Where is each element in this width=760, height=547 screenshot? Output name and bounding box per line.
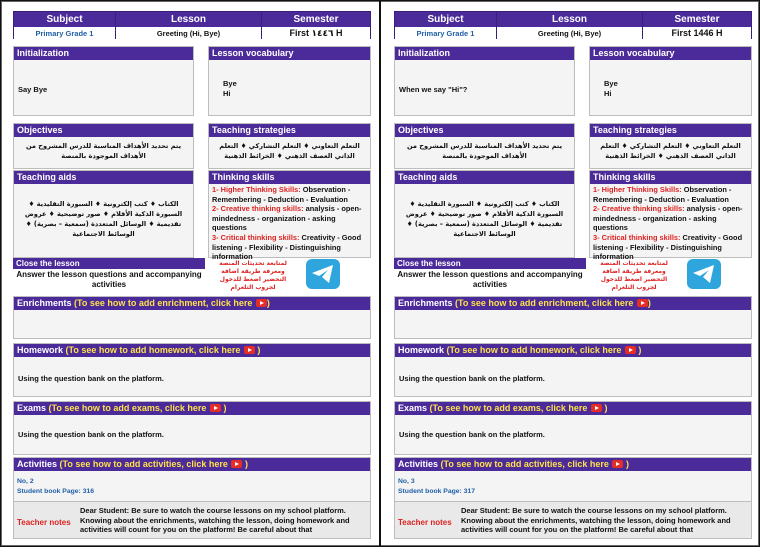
- lesson-plan-page: [394, 7, 752, 539]
- objectives-title: Objectives: [14, 124, 193, 137]
- higher-skills-text: Observation - Remembering - Deduction - Evaluation: [212, 185, 351, 204]
- plan-header: [394, 11, 752, 39]
- activities-link[interactable]: (To see how to add activities, click here: [57, 459, 228, 469]
- semester-value: First ١٤٤٦ H: [289, 27, 343, 38]
- vocabulary-word: Hi: [604, 89, 612, 98]
- activities-link[interactable]: (To see how to add activities, click here: [438, 459, 609, 469]
- subject-heading: Subject: [14, 12, 116, 27]
- youtube-icon[interactable]: [256, 299, 267, 307]
- activities-title: Activities: [17, 459, 58, 469]
- telegram-note: لمتابعة تحديثات المنصة ومعرفة طريقة اضافة التحضير اضغط للدخول لجروب التلغرام: [219, 260, 287, 291]
- objectives-text: يتم تحديد الأهداف المناسبة للدرس المشروح من الأهداف الموجودة بالمنصة: [406, 142, 563, 160]
- higher-skills-heading: 1- Higher Thinking Skills:: [593, 185, 682, 194]
- thinking-skills-list: [593, 185, 748, 262]
- close-lesson-row: [13, 258, 371, 298]
- youtube-icon[interactable]: [210, 404, 221, 412]
- enrichments-box: [13, 296, 371, 339]
- youtube-icon[interactable]: [591, 404, 602, 412]
- plan-header: [13, 11, 371, 39]
- activity-number: No, 3: [398, 478, 415, 485]
- activities-bar[interactable]: [395, 458, 751, 471]
- objectives-box: [394, 123, 575, 169]
- exams-text: Using the question bank on the platform.: [18, 430, 164, 439]
- homework-box: [13, 343, 371, 397]
- thinking-skills-box: [589, 170, 752, 262]
- teacher-notes-box: [13, 501, 371, 539]
- exams-bar[interactable]: [14, 402, 370, 415]
- subject-heading: Subject: [395, 12, 497, 27]
- teacher-notes-box: [394, 501, 752, 539]
- vocabulary-box: [208, 46, 371, 116]
- telegram-promo[interactable]: [209, 258, 371, 296]
- homework-link-end: ): [635, 345, 642, 355]
- homework-link[interactable]: (To see how to add homework, click here: [63, 345, 241, 355]
- enrichments-title: Enrichments: [17, 298, 72, 308]
- thinking-skills-title: Thinking skills: [209, 171, 370, 184]
- telegram-note: لمتابعة تحديثات المنصة ومعرفة طريقة اضافة التحضير اضغط للدخول لجروب التلغرام: [600, 260, 668, 291]
- close-lesson-text: Answer the lesson questions and accompanying activities: [397, 270, 583, 289]
- lesson-heading: Lesson: [497, 12, 643, 27]
- creative-skills-heading: 2- Creative thinking skills:: [212, 204, 304, 214]
- exams-link-end: ): [601, 403, 608, 413]
- homework-text: Using the question bank on the platform.: [18, 374, 164, 383]
- enrichments-box: [394, 296, 752, 339]
- homework-title: Homework: [17, 345, 64, 355]
- youtube-icon[interactable]: [231, 460, 242, 468]
- student-book-page: Student book Page: 317: [398, 488, 476, 495]
- exams-text: Using the question bank on the platform.: [399, 430, 545, 439]
- thinking-skills-list: [212, 185, 367, 262]
- semester-value: First 1446 H: [671, 28, 723, 38]
- activities-box: [13, 457, 371, 504]
- enrichments-bar[interactable]: [395, 297, 751, 310]
- teaching-aids-text: الكتاب ♦ كتب إلكترونية ♦ السبورة التقليدية ♦ السبورة الذكية الأقلام ♦ صور توضيحية ♦ عروض تقديمية ♦ الوسائل المتعددة (سمعية – بصرية) ♦ الوسائط الاجتماعية: [24, 200, 183, 238]
- activity-number: No, 2: [17, 478, 34, 485]
- grade-value: Primary Grade 1: [14, 27, 116, 39]
- enrichments-title: Enrichments: [398, 298, 453, 308]
- creative-skills-text: analysis - open-mindedness - organization - asking questions: [593, 204, 743, 233]
- enrichments-link[interactable]: (To see how to add enrichment, click here: [71, 298, 253, 308]
- thinking-skills-box: [208, 170, 371, 262]
- teacher-notes-text: Dear Student: Be sure to watch the course lessons on my school platform. Knowing about the enrichments, watching the lesson, doing homework and activities will count for you on the platform! Be careful about that: [461, 506, 731, 534]
- activity-number-block: [17, 477, 94, 497]
- exams-box: [394, 401, 752, 455]
- strategies-title: Teaching strategies: [209, 124, 370, 137]
- lesson-heading: Lesson: [116, 12, 262, 27]
- semester-heading: Semester: [293, 14, 339, 25]
- exams-title: Exams: [398, 403, 428, 413]
- youtube-icon[interactable]: [244, 346, 255, 354]
- homework-text: Using the question bank on the platform.: [399, 374, 545, 383]
- semester-heading: Semester: [674, 14, 720, 25]
- youtube-icon[interactable]: [612, 460, 623, 468]
- strategies-text: التعلم التعاوني ♦ التعلم التشاركي ♦ التعلم الذاتي العصف الذهني ♦ الخرائط الذهنية: [219, 142, 360, 160]
- initialization-box: [394, 46, 575, 116]
- teaching-aids-title: Teaching aids: [395, 171, 574, 184]
- activities-bar[interactable]: [14, 458, 370, 471]
- teaching-aids-text: الكتاب ♦ كتب إلكترونية ♦ السبورة التقليدية ♦ السبورة الذكية الأقلام ♦ صور توضيحية ♦ عروض تقديمية ♦ الوسائل المتعددة (سمعية – بصرية) ♦ الوسائط الاجتماعية: [405, 200, 564, 238]
- homework-link[interactable]: (To see how to add homework, click here: [444, 345, 622, 355]
- homework-box: [394, 343, 752, 397]
- teacher-notes-label: Teacher notes: [398, 518, 452, 527]
- teaching-aids-box: [13, 170, 194, 258]
- teaching-aids-box: [394, 170, 575, 258]
- higher-skills-text: Observation - Remembering - Deduction - Evaluation: [593, 185, 732, 204]
- strategies-text: التعلم التعاوني ♦ التعلم التشاركي ♦ التعلم الذاتي العصف الذهني ♦ الخرائط الذهنية: [600, 142, 741, 160]
- critical-skills-text: Creativity - Good listening - Flexibility - Distinguishing information: [593, 232, 743, 262]
- creative-skills-text: analysis - open-mindedness - organization - asking questions: [212, 204, 362, 233]
- critical-skills-text: Creativity - Good listening - Flexibility - Distinguishing information: [212, 232, 362, 262]
- close-lesson-row: [394, 258, 752, 298]
- strategies-box: [208, 123, 371, 169]
- enrichments-link-end: ): [266, 298, 270, 308]
- vocabulary-word: Bye: [223, 79, 237, 88]
- enrichments-link[interactable]: (To see how to add enrichment, click here: [452, 298, 634, 308]
- close-lesson-title: Close the lesson: [13, 258, 205, 269]
- homework-bar[interactable]: [14, 344, 370, 357]
- higher-skills-heading: 1- Higher Thinking Skills:: [212, 185, 301, 194]
- activities-title: Activities: [398, 459, 439, 469]
- exams-link[interactable]: (To see how to add exams, click here: [427, 403, 588, 413]
- lesson-plan-page: [13, 7, 371, 539]
- teacher-notes-label: Teacher notes: [17, 518, 71, 527]
- homework-bar[interactable]: [395, 344, 751, 357]
- objectives-box: [13, 123, 194, 169]
- vocabulary-box: [589, 46, 752, 116]
- telegram-icon[interactable]: [306, 259, 340, 289]
- enrichments-link-end: ): [647, 298, 651, 308]
- vocabulary-word: Hi: [223, 89, 231, 98]
- vocabulary-title: Lesson vocabulary: [209, 47, 370, 60]
- vocabulary-title: Lesson vocabulary: [590, 47, 751, 60]
- creative-skills-heading: 2- Creative thinking skills:: [593, 204, 685, 214]
- strategies-title: Teaching strategies: [590, 124, 751, 137]
- initialization-title: Initialization: [14, 47, 193, 60]
- telegram-promo[interactable]: [590, 258, 752, 296]
- grade-value: Primary Grade 1: [395, 27, 497, 39]
- initialization-text: When we say "Hi"?: [399, 85, 468, 94]
- homework-title: Homework: [398, 345, 445, 355]
- teaching-aids-title: Teaching aids: [14, 171, 193, 184]
- critical-skills-heading: 3- Critical thinking skills:: [212, 232, 300, 242]
- telegram-icon[interactable]: [687, 259, 721, 289]
- exams-box: [13, 401, 371, 455]
- exams-title: Exams: [17, 403, 47, 413]
- initialization-box: [13, 46, 194, 116]
- activities-box: [394, 457, 752, 504]
- activities-link-end: ): [623, 459, 629, 469]
- close-lesson-text: Answer the lesson questions and accompanying activities: [16, 270, 202, 289]
- strategies-box: [589, 123, 752, 169]
- youtube-icon[interactable]: [637, 299, 648, 307]
- initialization-text: Say Bye: [18, 85, 48, 94]
- lesson-value: Greeting (Hi, Bye): [497, 27, 643, 39]
- activity-number-block: [398, 477, 475, 497]
- initialization-title: Initialization: [395, 47, 574, 60]
- objectives-text: يتم تحديد الأهداف المناسبة للدرس المشروح من الأهداف الموجودة بالمنصة: [25, 142, 182, 160]
- close-lesson-title: Close the lesson: [394, 258, 586, 269]
- student-book-page: Student book Page: 316: [17, 488, 95, 495]
- thinking-skills-title: Thinking skills: [590, 171, 751, 184]
- critical-skills-heading: 3- Critical thinking skills:: [593, 232, 681, 242]
- homework-link-end: ): [254, 345, 261, 355]
- page-divider: [379, 0, 381, 547]
- activities-link-end: ): [242, 459, 248, 469]
- youtube-icon[interactable]: [625, 346, 636, 354]
- exams-link[interactable]: (To see how to add exams, click here: [46, 403, 207, 413]
- objectives-title: Objectives: [395, 124, 574, 137]
- exams-bar[interactable]: [395, 402, 751, 415]
- lesson-value: Greeting (Hi, Bye): [116, 27, 262, 39]
- exams-link-end: ): [220, 403, 227, 413]
- vocabulary-word: Bye: [604, 79, 618, 88]
- enrichments-bar[interactable]: [14, 297, 370, 310]
- teacher-notes-text: Dear Student: Be sure to watch the course lessons on my school platform. Knowing about the enrichments, watching the lesson, doing homework and activities will count for you on the platform! Be careful about that: [80, 506, 350, 534]
